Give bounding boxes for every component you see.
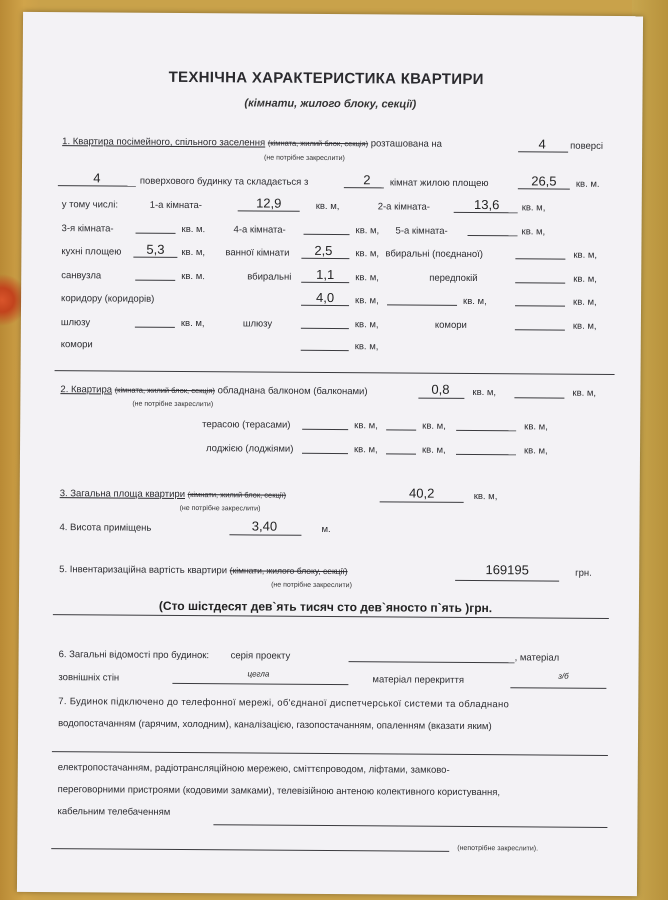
s7-line3: електропостачанням, радіотрансляційною мережею, сміттєпроводом, ліфтами, замково- [57,762,450,776]
s1-room2-label: 2-а кімната- [377,201,430,213]
s1-room2-line [454,212,518,213]
s1-wc-combined-unit: кв. м, [573,249,598,261]
s3-total-line [380,501,464,503]
s2-terrace-unit-3: кв. м, [524,421,548,433]
s2-loggia-unit-2: кв. м, [421,444,446,456]
s5-paren: (кімнати, жилого блоку, секції) [229,565,348,577]
s1-storage-1-line [515,329,565,330]
s1-lead-text: 1. Квартира посімейного, спільного заселення [62,136,266,149]
s1-hall-unit: кв. м, [573,273,597,285]
s1-located: розташована на [370,138,442,150]
s7-line5: кабельним телебаченням [57,806,171,818]
s5-lead-text: 5. Інвентаризаційна вартість квартири [59,564,228,577]
s1-room1-line [238,210,300,211]
s1-kitchen-line [133,257,177,258]
s1-room1-label: 1-а кімната- [149,199,202,212]
document-subtitle: (кімнати, жилого блоку, секції) [244,97,417,111]
s1-area-line [518,188,570,189]
s1-room4-line [304,234,350,235]
s5-value: 169195 [485,562,529,578]
s1-living: кімнат жилою площею [389,177,489,190]
s1-area-unit: кв. м. [575,178,600,190]
s3-lead [60,488,286,501]
s1-kitchen: 5,3 [146,241,165,257]
s4-lead: 4. Висота приміщень [59,522,152,534]
s3-lead-text: 3. Загальна площа квартири [59,488,186,500]
s4-height-line [229,534,301,536]
s3-no-cross: (не потрібне закреслити) [179,504,261,513]
s7-line4: переговорними пристроями (кодовими замками), телевізійною антеною колективного користування, [57,784,501,799]
s1-extra-unit-1: кв. м, [463,295,487,308]
s1-bath-label: ванної кімнати [225,247,290,259]
s1-building: поверхового будинку та складається з [139,175,309,188]
s2-lead [60,384,367,397]
s1-storage-2-unit: кв. м, [354,341,379,353]
s1-wc-combined: вбиральні (поєднаної) [385,248,484,261]
s1-storeys-line [58,185,136,187]
s1-shlyuz-2-line [301,328,349,329]
s1-wc: 1,1 [316,266,335,283]
s2-equipped: обладнана балконом (балконами) [217,385,368,398]
s7-line1: 7. Будинок підключено до телефонної мережі, об'єднаної диспетчерської системи та обладнано [58,696,510,711]
s1-shlyuz-1-line [135,327,175,328]
s3-paren: (кімнати, жилий блок, секції) [187,490,287,500]
s2-balcony-unit: кв. м, [472,386,497,399]
s1-corridor-label: коридору (коридорів) [61,293,155,305]
s1-hall: передпокій [429,272,478,285]
s2-loggia-unit-3: кв. м, [523,445,548,457]
s6-floors-line [510,687,606,689]
s6-walls: зовнішніх стін [58,672,120,684]
s1-shlyuz-1: шлюзу [60,317,91,329]
s2-loggia-unit-1: кв. м, [353,444,378,456]
s2-terrace-unit-2: кв. м, [422,420,446,432]
s2-balcony-extra-line [514,397,564,398]
s6-series: серія проекту [230,650,291,662]
s1-rooms: 2 [363,172,371,188]
s1-corridor: 4,0 [315,289,335,306]
s1-room5-line [468,235,518,236]
s1-poverse: поверсі [570,140,603,152]
s2-loggia: лоджією (лоджіями) [205,443,294,455]
s1-paren: (кімната, жилий блок, секція) [267,138,369,149]
s1-corridor-unit: кв. м, [355,295,379,307]
s2-paren: (кімната, жилий блок, секція) [114,385,215,396]
s1-storage-1-unit: кв. м, [572,320,597,332]
s5-words-line [53,614,609,619]
s2-loggia-line-3 [456,454,516,455]
s4-height: 3,40 [251,518,278,534]
document-title: ТЕХНІЧНА ХАРАКТЕРИСТИКА КВАРТИРИ [168,68,484,89]
s1-corridor-line [301,305,349,306]
s1-sanvuzol: санвузла [61,270,102,282]
s1-including: у тому числі: [61,199,119,211]
s6-floors-value: з/б [558,671,569,681]
s1-floor-line [518,151,568,152]
s1-area: 26,5 [531,173,557,189]
s1-room2-unit: кв. м, [521,202,546,214]
s2-terrace: терасою (терасами) [202,419,291,431]
s1-rooms-line [344,187,384,188]
s1-storage-2-line [301,350,349,351]
s2-terrace-unit-1: кв. м, [354,420,378,432]
s4-unit: м. [321,523,331,536]
s1-no-cross: (не потрібне закреслити) [264,154,345,163]
s1-room2: 13,6 [474,197,500,213]
s1-lead [62,136,442,150]
s1-room5-label: 5-а кімната- [395,225,448,237]
s3-total-unit: кв. м, [473,491,498,503]
s2-balcony-line [418,398,464,399]
s7-final-note: (непотрібне закреслити). [457,844,539,853]
s1-shlyuz-2: шлюзу [242,318,273,330]
s1-extra-line-1 [387,304,457,305]
s5-value-line [455,580,559,582]
s1-room1-unit: кв. м, [315,200,340,213]
s2-loggia-line-1 [302,453,348,454]
s1-sanvuzol-unit: кв. м. [181,270,205,283]
s1-room1: 12,9 [256,195,282,211]
s6-material: , матеріал [514,652,560,664]
s2-balcony-extra-unit: кв. м, [572,387,597,399]
s1-wc-combined-line [515,258,565,259]
s1-bath-line [301,258,349,259]
s1-wc-line [301,282,349,283]
s6-lead: 6. Загальні відомості про будинок: [58,649,210,662]
s1-room5-unit: кв. м, [521,226,546,238]
s1-extra-line-2 [515,305,565,306]
s3-total: 40,2 [409,485,435,501]
s1-storage-1: комори [434,319,467,331]
s1-sanvuzol-line [135,280,175,281]
s2-no-cross: (не потрібне закреслити) [132,400,214,409]
s1-wc-unit: кв. м, [355,272,379,284]
s1-bath-unit: кв. м, [355,248,380,260]
document-sheet [17,12,643,896]
s1-wc-label: вбиральні [247,271,292,283]
s2-loggia-line-2 [386,453,416,454]
s5-unit: грн. [575,567,592,579]
s1-storeys: 4 [93,170,101,186]
s1-room3-label: 3-я кімната- [61,223,114,235]
s7-blank-line-3 [51,848,449,852]
s1-storage-2: комори [60,339,93,351]
s1-hall-line [515,282,565,283]
s1-room4-label: 4-а кімната- [233,224,286,236]
s1-room3-unit: кв. м. [181,223,206,236]
s6-series-line [349,661,515,663]
s2-terrace-line-1 [302,429,348,430]
s2-balcony: 0,8 [431,381,450,397]
s1-bath: 2,5 [314,242,333,259]
s1-floor: 4 [538,136,546,152]
s1-shlyuz-1-unit: кв. м, [180,317,205,330]
s5-lead [59,564,348,577]
section-divider-1 [55,370,615,375]
s1-extra-unit-2: кв. м, [573,296,597,308]
s7-blank-line-2 [213,824,607,828]
s2-terrace-line-3 [456,430,516,431]
s1-room4-unit: кв. м, [355,225,380,237]
s6-walls-value: цегла [247,669,270,679]
s7-line2: водопостачанням (гарячим, холодним), каналізацією, газопостачанням, опаленням (вказати яким) [58,718,492,733]
s6-walls-line [172,683,348,685]
s1-kitchen-unit: кв. м, [181,246,206,259]
s5-no-cross: (не потрібне закреслити) [271,581,352,590]
s2-lead-text: 2. Квартира [60,384,113,396]
s1-kitchen-label: кухні площею [61,246,122,258]
s1-room3-line [136,233,176,234]
s5-words: (Сто шістдесят дев`ять тисяч сто дев`яносто п`ять )грн. [158,598,493,616]
s6-floors: матеріал перекриття [372,674,465,686]
s1-shlyuz-2-unit: кв. м, [354,319,379,331]
s2-terrace-line-2 [386,429,416,430]
s7-blank-line-1 [52,751,608,756]
